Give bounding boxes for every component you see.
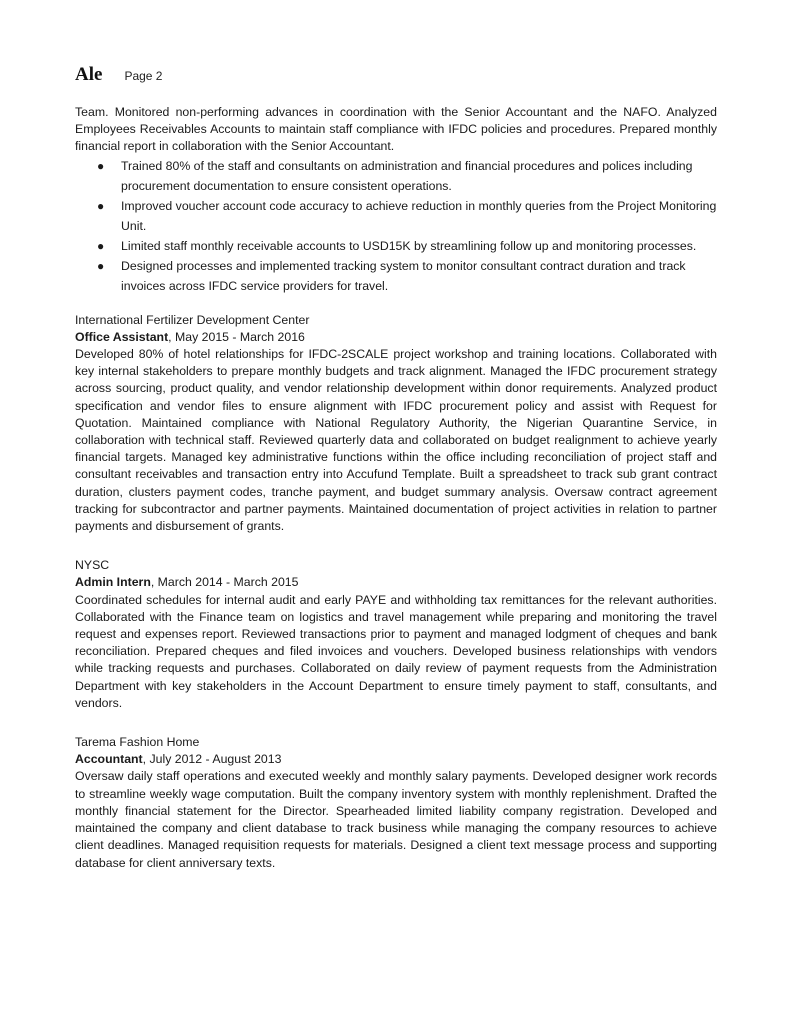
bullet-text: Limited staff monthly receivable accounts to USD15K by streamlining follow up and monitoring processes. <box>121 238 697 253</box>
bullet-text: Designed processes and implemented tracking system to monitor consultant contract duration and track invoices across IFDC service providers for travel. <box>121 258 686 293</box>
bullet-icon: ● <box>97 258 105 273</box>
achievement-list <box>75 156 717 296</box>
list-item <box>75 236 717 256</box>
organization-name: NYSC <box>75 558 110 573</box>
role-line <box>75 751 717 768</box>
job-tarema <box>75 734 717 872</box>
bullet-text: Trained 80% of the staff and consultants on administration and financial procedures and polices including procurement documentation to ensure consistent operations. <box>121 158 693 193</box>
job-title: Accountant <box>75 752 143 767</box>
job-dates: , July 2012 - August 2013 <box>142 752 282 767</box>
list-item <box>75 256 717 296</box>
job-description: Coordinated schedules for internal audit and early PAYE and withholding tax remittances for the relevant authorities. Collaborated with the Finance team on logistics and travel management while preparing and monitoring the travel request and expenses report. Reviewed transactions prior to payment and managed lodgment of cheques and bank reconciliation. Prepared cheques and filed invoices and vouchers. Developed business relationships with vendors while tracking requests and purchases. Collaborated on daily review of payment requests from the Administration Department with key stakeholders in the Account Department to ensure timely payment to staff, consultants, and vendors. <box>75 592 717 710</box>
job-dates: , May 2015 - March 2016 <box>168 329 305 344</box>
page-number: Page 2 <box>124 69 163 83</box>
job-nysc <box>75 557 717 712</box>
bullet-icon: ● <box>97 198 105 213</box>
page-header <box>75 64 717 94</box>
intro-paragraph: Team. Monitored non-performing advances in coordination with the Senior Accountant and the NAFO. Analyzed Employees Receivables Accounts to maintain staff compliance with IFDC policies and procedures. Prepared monthly financial report in collaboration with the Senior Accountant. <box>75 105 717 154</box>
list-item <box>75 156 717 196</box>
candidate-name: Ale <box>75 64 103 85</box>
list-item <box>75 196 717 236</box>
page-content <box>75 64 717 872</box>
role-line <box>75 574 717 591</box>
bullet-icon: ● <box>97 238 105 253</box>
organization-name: International Fertilizer Development Center <box>75 312 310 327</box>
job-dates: , March 2014 - March 2015 <box>150 575 299 590</box>
job-title: Admin Intern <box>75 575 151 590</box>
job-title: Office Assistant <box>75 329 169 344</box>
bullet-text: Improved voucher account code accuracy to achieve reduction in monthly queries from the Project Monitoring Unit. <box>121 198 717 233</box>
job-description: Developed 80% of hotel relationships for IFDC-2SCALE project workshop and training locations. Collaborated with key internal stakeholders to prepare monthly budgets and track alignment. Managed the IFDC procurement strategy across sourcing, product quality, and vendor relationship development within donor requirements. Analyzed product specification and vendor files to ensure alignment with IFDC procurement policy and assist with Request for Quotation. Maintained compliance with National Regulatory Authority, the Nigerian Quarantine Service, in collaboration with technical staff. Reviewed quarterly data and collaborated on budget realignment to achieve yearly financial targets. Managed key administrative functions within the office including reconciliation of project staff and consultant receivables and transaction entry into Accufund Template. Built a spreadsheet to track sub grant contract duration, clusters payment codes, tranche payment, and budget summary analysis. Oversaw contract agreement tracking for subcontractor and partner payments. Maintained documentation of project activities in relation to partner payments and disbursement of grants. <box>75 347 717 534</box>
role-line <box>75 329 717 346</box>
job-ifdc <box>75 312 717 536</box>
bullet-icon: ● <box>97 158 105 173</box>
organization-name: Tarema Fashion Home <box>75 735 200 750</box>
job-description: Oversaw daily staff operations and executed weekly and monthly salary payments. Developed designer work records to streamline weekly wage computation. Built the company inventory system with monthly replenishment. Drafted the monthly financial statement for the Director. Spearheaded limited liability company registration. Developed and maintained the company and client database to track business while managing the company resources to achieve client deadlines. Managed requisition requests for materials. Designed a client text message process and supporting database for client anniversary texts. <box>75 769 717 870</box>
